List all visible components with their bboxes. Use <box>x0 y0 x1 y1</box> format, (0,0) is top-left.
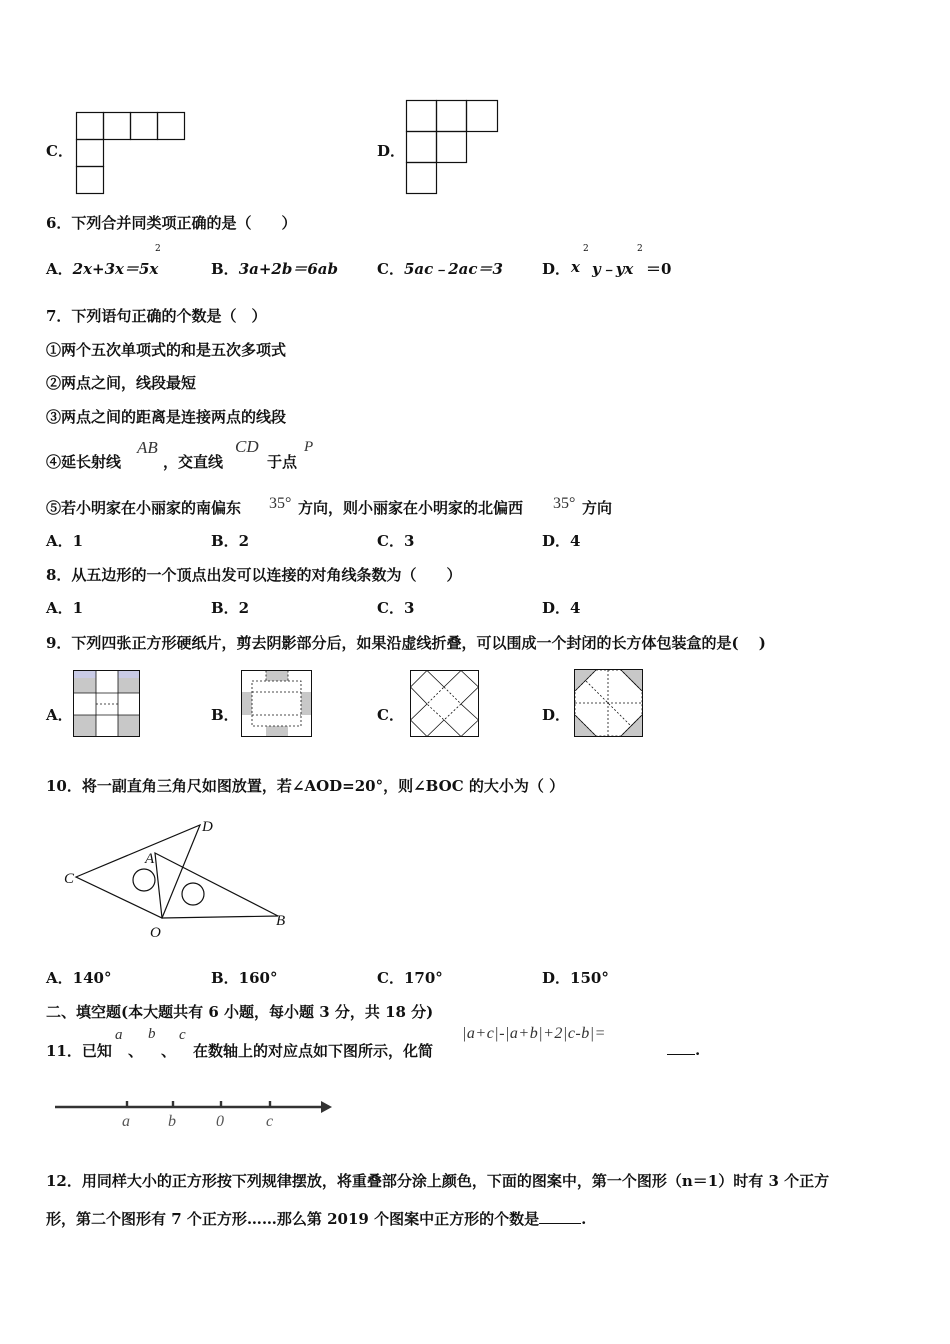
q10-point-a: A <box>145 851 155 867</box>
q9-option-c-figure <box>410 670 480 738</box>
q6-option-d-sup1: 2 <box>583 244 589 254</box>
q9-option-b-figure <box>241 670 313 738</box>
q10-point-d: D <box>202 819 213 835</box>
q7-option-a: A．1 <box>46 532 84 550</box>
q11-number-line <box>55 1095 340 1135</box>
q7-statement-4-p: P <box>304 439 314 455</box>
q6-option-c-expr: 5ac﹣2ac＝3 <box>403 260 503 278</box>
q11-axis-label-b: b <box>168 1113 176 1130</box>
q7-statement-4-a: ④延长射线 <box>46 453 122 471</box>
q6-option-d-end: ＝0 <box>646 260 672 278</box>
q7-statement-3: ③两点之间的距离是连接两点的线段 <box>46 408 287 426</box>
q9-option-c-label: C． <box>377 706 404 724</box>
q6-option-a-label: A． <box>46 260 73 278</box>
q11-var-c: c <box>179 1027 186 1043</box>
q7-statement-5-a: ⑤若小明家在小丽家的南偏东 <box>46 499 242 517</box>
q7-option-b: B．2 <box>211 532 250 550</box>
q10-option-b: B．160° <box>211 969 278 987</box>
q5-option-d-figure <box>406 100 501 196</box>
section-2-title: 二、填空题(本大题共有 6 小题，每小题 3 分，共 18 分) <box>46 1003 434 1021</box>
q11-answer-blank <box>667 1040 700 1059</box>
q9-option-d-figure <box>574 669 644 738</box>
q11-sep-1: 、 <box>128 1042 144 1060</box>
q8-option-d: D．4 <box>542 599 581 617</box>
q6-option-a <box>46 258 158 279</box>
q7-statement-5-deg1: 35° <box>269 495 292 512</box>
q11-stem-b: 在数轴上的对应点如下图所示，化简 <box>193 1042 434 1060</box>
q7-statement-4-c: 于点 <box>267 453 298 471</box>
q6-option-d-sup2: 2 <box>637 244 643 254</box>
q10-point-o: O <box>150 925 161 941</box>
q7-statement-2: ②两点之间，线段最短 <box>46 374 197 392</box>
q9-option-a-label: A． <box>46 706 73 724</box>
q8-stem: 8．从五边形的一个顶点出发可以连接的对角线条数为（ ） <box>46 566 462 584</box>
q8-option-c: C．3 <box>377 599 415 617</box>
q7-statement-5-deg2: 35° <box>553 495 576 512</box>
q10-option-c: C．170° <box>377 969 443 987</box>
q10-option-a: A．140° <box>46 969 112 987</box>
q8-option-a: A．1 <box>46 599 84 617</box>
q10-stem: 10．将一副直角三角尺如图放置，若∠AOD=20°，则∠BOC 的大小为（ ） <box>46 777 565 795</box>
q7-option-c: C．3 <box>377 532 415 550</box>
q5-option-c-figure <box>76 112 188 196</box>
q6-option-a-expr: 2x+3x＝5x <box>72 260 159 278</box>
q7-statement-1: ①两个五次单项式的和是五次多项式 <box>46 341 287 359</box>
q9-option-a-figure <box>73 670 141 738</box>
q6-option-a-sup: 2 <box>155 244 161 254</box>
q5-option-c-label: C． <box>46 142 73 160</box>
q6-option-d-x: x <box>571 258 580 276</box>
q11-axis-label-a: a <box>122 1113 130 1130</box>
q12-answer-blank <box>539 1209 581 1224</box>
q6-option-c-label: C． <box>377 260 404 278</box>
q7-statement-4-b: ，交直线 <box>163 453 224 471</box>
q10-option-d: D．150° <box>542 969 609 987</box>
q6-option-c <box>377 258 503 279</box>
q5-option-d-label: D． <box>377 142 406 160</box>
q6-option-b <box>211 258 338 279</box>
q7-statement-5-b: 方向，则小丽家在小明家的北偏西 <box>298 499 524 517</box>
q7-statement-4-ab: AB <box>137 438 158 457</box>
q7-statement-5-c: 方向 <box>582 499 613 517</box>
q12-line-2 <box>46 1208 586 1229</box>
q9-option-b-label: B． <box>211 706 239 724</box>
q11-sep-2: 、 <box>161 1042 177 1060</box>
q11-expression: |a+c|-|a+b|+2|c-b|= <box>462 1025 606 1042</box>
q12-line-1: 12．用同样大小的正方形按下列规律摆放，将重叠部分涂上颜色，下面的图案中，第一个图形（n＝1）时有 3 个正方 <box>46 1172 830 1190</box>
q6-option-d-mid: y﹣yx <box>592 260 634 278</box>
q11-axis-label-c: c <box>266 1113 274 1130</box>
q12-line-2-text: 形，第二个图形有 7 个正方形……那么第 2019 个图案中正方形的个数是 <box>46 1210 540 1228</box>
q8-option-b: B．2 <box>211 599 250 617</box>
q11-axis-label-0: 0 <box>216 1113 224 1130</box>
q7-statement-4-cd: CD <box>235 437 259 456</box>
q6-stem: 6．下列合并同类项正确的是（ ） <box>46 214 297 232</box>
q6-option-d-label: D． <box>542 260 571 278</box>
q7-stem: 7．下列语句正确的个数是（ ） <box>46 307 267 325</box>
q9-stem: 9．下列四张正方形硬纸片，剪去阴影部分后，如果沿虚线折叠，可以围成一个封闭的长方体包装盒的是( ) <box>46 634 766 652</box>
q11-end: . <box>695 1041 701 1059</box>
q10-point-c: C <box>64 871 75 887</box>
q12-line-2-end: . <box>581 1210 587 1228</box>
q6-option-b-expr: 3a+2b＝6ab <box>238 260 338 278</box>
q11-var-a: a <box>115 1027 123 1043</box>
q11-var-b: b <box>148 1026 156 1042</box>
q11-stem-a: 11．已知 <box>46 1042 112 1060</box>
q7-option-d: D．4 <box>542 532 581 550</box>
q10-figure <box>60 815 300 945</box>
q6-option-b-label: B． <box>211 260 239 278</box>
q10-point-b: B <box>276 913 286 929</box>
q9-option-d-label: D． <box>542 706 571 724</box>
